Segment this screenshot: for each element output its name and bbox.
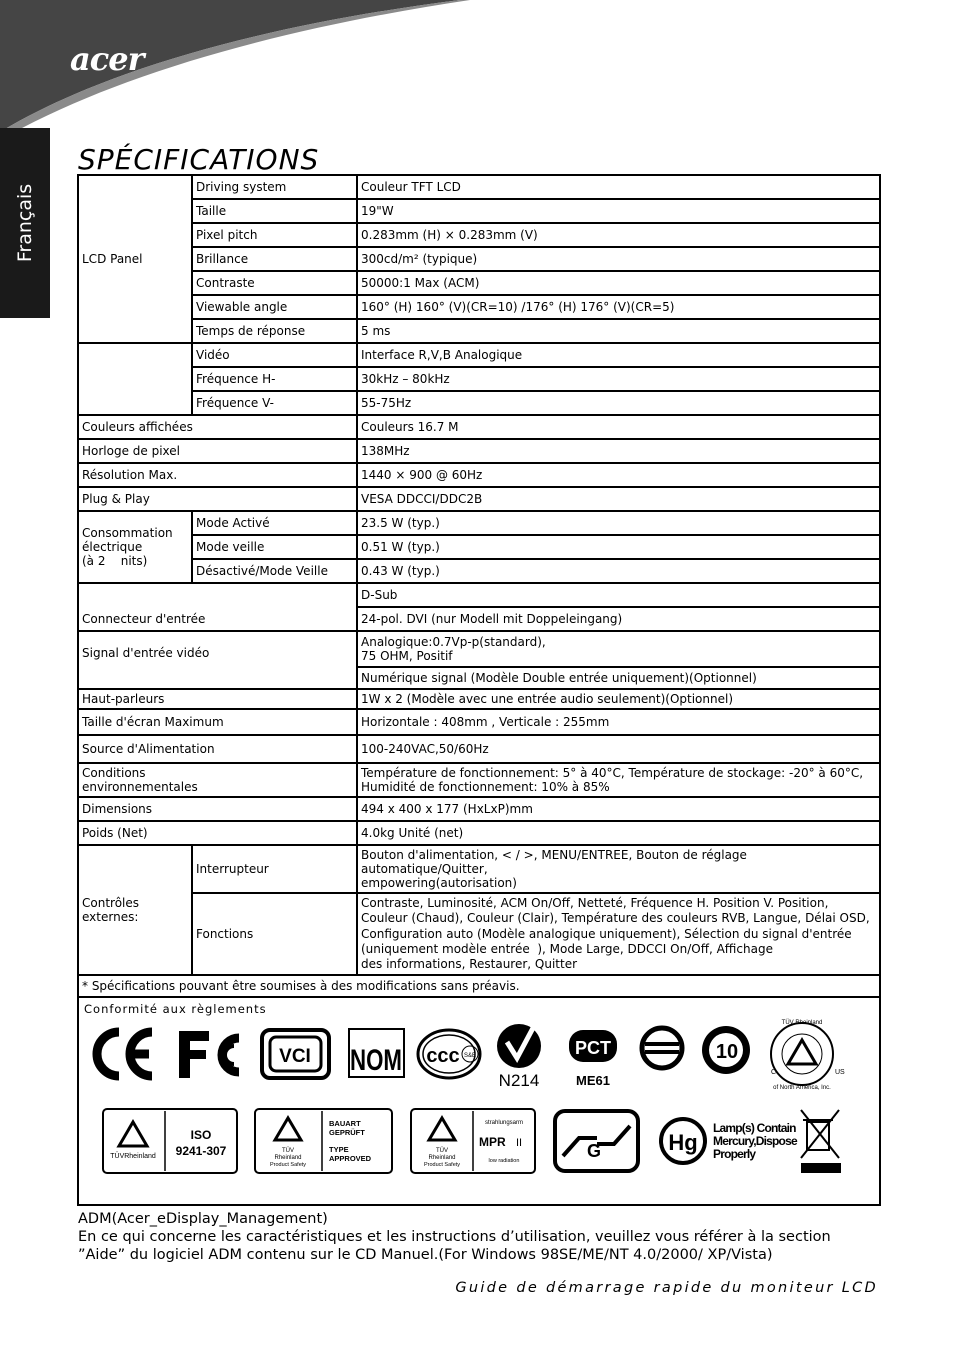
nom-mark-icon — [349, 1029, 404, 1077]
epup-10-icon — [702, 1026, 750, 1074]
cell-label: Signal d'entrée vidéo — [78, 631, 357, 689]
cell-value: Horizontale : 408mm , Verticale : 255mm — [357, 709, 880, 735]
cell-label: Dimensions — [78, 797, 357, 821]
us-mark: US — [835, 1069, 845, 1077]
g-mark-icon — [555, 1111, 638, 1171]
cell-label: Taille d'écran Maximum — [78, 709, 357, 735]
lamp-line-2: Mercury,Dispose — [713, 1134, 797, 1149]
cell-value: 55-75Hz — [357, 391, 880, 415]
cell-label: Fonctions — [192, 893, 357, 975]
fonc-value-2: Couleur (Chaud), Couleur (Clair), Température des couleurs RVB, Langue, Délai OSD, — [361, 911, 870, 926]
cell-label: Haut-parleurs — [78, 689, 357, 709]
cell-label: Vidéo — [192, 343, 357, 367]
language-tab — [0, 128, 50, 318]
cell-value: 0.43 W (typ.) — [357, 559, 880, 583]
cell-value: VESA DDCCI/DDC2B — [357, 487, 880, 511]
cell-value: 4.0kg Unité (net) — [357, 821, 880, 845]
fonc-value-3: Configuration auto (Modèle analogique uniquement), Sélection du signal d'entrée — [361, 926, 852, 941]
cell-label: Source d'Alimentation — [78, 735, 357, 763]
cell-value: 494 x 400 x 177 (HxLxP)mm — [357, 797, 880, 821]
cell-value — [357, 631, 880, 667]
signal-line-1: Analogique:0.7Vp-p(standard), — [361, 635, 546, 649]
adm-line-1: En ce qui concerne les caractéristiques et les instructions d’utilisation, veuillez vous référer à la section — [78, 1229, 831, 1245]
n214-text: N214 — [498, 1071, 540, 1091]
fonc-value-4: (uniquement modèle entrée ), Mode Large, DDCCI On/Off, Affichage — [361, 941, 773, 956]
power-label-3: (à 2 nits) — [82, 554, 148, 568]
svg-text:ccc: ccc — [426, 1045, 460, 1068]
inter-value-2: empowering(autorisation) — [361, 876, 517, 890]
cond-label-2: environnementales — [82, 780, 198, 794]
fonc-value-1: Contraste, Luminosité, ACM On/Off, Netteté, Fréquence H. Position V. Position, — [361, 896, 829, 910]
cell-label: Fréquence V- — [192, 391, 357, 415]
cell-value — [357, 763, 880, 797]
inter-value-1: Bouton d'alimentation, < / >, MENU/ENTREE, Bouton de réglage automatique/Quitter, — [361, 848, 747, 876]
tuv-ring-bottom: of North America, Inc. — [773, 1085, 831, 1092]
se-text: S&E — [463, 1053, 477, 1060]
cell-label — [78, 845, 192, 975]
lamp-line-1: Lamp(s) Contain — [713, 1121, 796, 1136]
cell-label: Pixel pitch — [192, 223, 357, 247]
cell-label: Viewable angle — [192, 295, 357, 319]
cond-value-2: Humidité de fonctionnement: 10% à 85% — [361, 780, 610, 794]
regulatory-title: Conformité aux règlements — [84, 1002, 267, 1017]
cell-value: D-Sub — [357, 583, 880, 607]
cell-label: Résolution Max. — [78, 463, 357, 487]
adm-title: ADM(Acer_eDisplay_Management) — [78, 1211, 328, 1227]
tuv-small-1: TÜV — [282, 1148, 294, 1155]
g-text: G — [586, 1141, 602, 1162]
hg-text: Hg — [668, 1130, 698, 1156]
adm-line-2: ”Aide” du logiciel ADM contenu sur le CD Manuel.(For Windows 98SE/ME/NT 4.0/2000/ XP/Vista) — [78, 1247, 773, 1263]
tuv-north-america-icon — [771, 1019, 845, 1091]
cell-value — [357, 893, 880, 975]
power-label-2: électrique — [82, 540, 143, 554]
cell-label — [78, 763, 357, 797]
tuv-mpr-badge-icon — [411, 1109, 535, 1173]
acer-logo: acer — [70, 40, 144, 78]
ctrl-label-1: Contrôles — [82, 896, 140, 911]
vci-text: VCI — [279, 1046, 311, 1068]
spec-table — [77, 174, 881, 1206]
power-label-1: Consommation — [82, 526, 173, 540]
weee-bin-icon — [801, 1110, 840, 1172]
mpr-ii-text: II — [516, 1137, 523, 1150]
mpr-text: MPR — [479, 1135, 506, 1150]
ce-mark-icon — [97, 1032, 152, 1076]
approved-text: APPROVED — [329, 1154, 372, 1164]
vci-mark-icon — [262, 1030, 329, 1078]
language-tab-label: Français — [14, 183, 36, 263]
cell-value: 23.5 W (typ.) — [357, 511, 880, 535]
cell-value: 300cd/m² (typique) — [357, 247, 880, 271]
cell-value: 5 ms — [357, 319, 880, 343]
cell-empty — [78, 343, 192, 415]
cell-label: Brillance — [192, 247, 357, 271]
tuv-small-2: Rheinland — [274, 1155, 302, 1162]
cell-label: Poids (Net) — [78, 821, 357, 845]
c-tick-mark-icon — [497, 1024, 541, 1090]
cell-value: 50000:1 Max (ACM) — [357, 271, 880, 295]
tuv-small-3: Product Safety — [269, 1162, 307, 1169]
hg-mercury-icon — [661, 1119, 798, 1163]
tuv-mpr-3: Product Safety — [423, 1162, 461, 1169]
lowrad-text: low radiation — [488, 1158, 520, 1165]
page-title: SPÉCIFICATIONS — [78, 143, 320, 176]
spec-note: * Spécifications pouvant être soumises à des modifications sans préavis. — [78, 975, 880, 997]
cell-label: Plug & Play — [78, 487, 357, 511]
iso-number-text: 9241-307 — [175, 1144, 227, 1159]
cell-value: 138MHz — [357, 439, 880, 463]
tuv-iso-badge-icon — [103, 1109, 237, 1173]
tuv-mpr-2: Rheinland — [428, 1155, 456, 1162]
gepruft-text: GEPRÜFT — [329, 1128, 365, 1138]
cell-value: 0.51 W (typ.) — [357, 535, 880, 559]
svg-text:PCT: PCT — [575, 1038, 611, 1059]
cell-value: Numérique signal (Modèle Double entrée uniquement)(Optionnel) — [357, 667, 880, 689]
bauart-text: BAUART — [329, 1119, 361, 1129]
cell-value: 30kHz – 80kHz — [357, 367, 880, 391]
signal-line-2: 75 OHM, Positif — [361, 649, 453, 663]
cell-label: Désactivé/Mode Veille — [192, 559, 357, 583]
ten-text: 10 — [715, 1041, 739, 1064]
cell-label: Interrupteur — [192, 845, 357, 893]
c-mark: C — [771, 1069, 777, 1077]
ccc-se-mark-icon — [418, 1030, 480, 1078]
cell-value: 19"W — [357, 199, 880, 223]
cell-label: Taille — [192, 199, 357, 223]
cell-value: 160° (H) 160° (V)(CR=10) /176° (H) 176° (V)(CR=5) — [357, 295, 880, 319]
cell-label: Driving system — [192, 175, 357, 199]
cell-value — [357, 845, 880, 893]
tuv-bauart-badge-icon — [255, 1109, 392, 1173]
cell-label: Contraste — [192, 271, 357, 295]
cell-label: Mode veille — [192, 535, 357, 559]
cell-value: 100-240VAC,50/60Hz — [357, 735, 880, 763]
cell-value: 1440 × 900 @ 60Hz — [357, 463, 880, 487]
regulatory-cell — [78, 997, 880, 1205]
cell-label: Fréquence H- — [192, 367, 357, 391]
cell-value: 1W x 2 (Modèle avec une entrée audio seulement)(Optionnel) — [357, 689, 880, 709]
type-text: TYPE — [329, 1145, 349, 1155]
cell-value: Interface R,V,B Analogique — [357, 343, 880, 367]
cell-label: Connecteur d'entrée — [78, 583, 357, 631]
cond-label-1: Conditions — [82, 766, 146, 780]
cell-label: LCD Panel — [78, 175, 192, 343]
regulatory-logos — [79, 998, 879, 1198]
cell-value: 0.283mm (H) × 0.283mm (V) — [357, 223, 880, 247]
cell-label: Mode Activé — [192, 511, 357, 535]
gost-circle-icon — [642, 1028, 682, 1068]
tuv-ring-top: TÜV Rheinland — [781, 1020, 823, 1027]
lamp-line-3: Properly — [713, 1147, 756, 1162]
page-footer: Guide de démarrage rapide du moniteur LCD — [455, 1280, 878, 1296]
me61-text: ME61 — [576, 1073, 610, 1089]
adm-section — [78, 1210, 878, 1264]
ctrl-label-2: externes: — [82, 910, 139, 925]
cell-label: Horloge de pixel — [78, 439, 357, 463]
pct-mark-icon — [569, 1030, 617, 1088]
cell-value: Couleur TFT LCD — [357, 175, 880, 199]
iso-text: ISO — [190, 1128, 212, 1143]
fcc-mark-icon — [179, 1031, 239, 1078]
tuv-text: TÜVRheinland — [110, 1153, 156, 1161]
fonc-value-5: des informations, Restaurer, Quitter — [361, 957, 578, 972]
cond-value-1: Température de fonctionnement: 5° à 40°C, Température de stockage: -20° à 60°C, — [361, 766, 864, 780]
cell-value: Couleurs 16.7 M — [357, 415, 880, 439]
nom-text: NOM — [350, 1044, 402, 1078]
strahlung-text: strahlungsarm — [484, 1120, 524, 1127]
tuv-mpr-1: TÜV — [436, 1148, 448, 1155]
cell-label: Couleurs affichées — [78, 415, 357, 439]
cell-label-power — [78, 511, 192, 583]
cell-label: Temps de réponse — [192, 319, 357, 343]
cell-value: 24-pol. DVI (nur Modell mit Doppeleingang) — [357, 607, 880, 631]
